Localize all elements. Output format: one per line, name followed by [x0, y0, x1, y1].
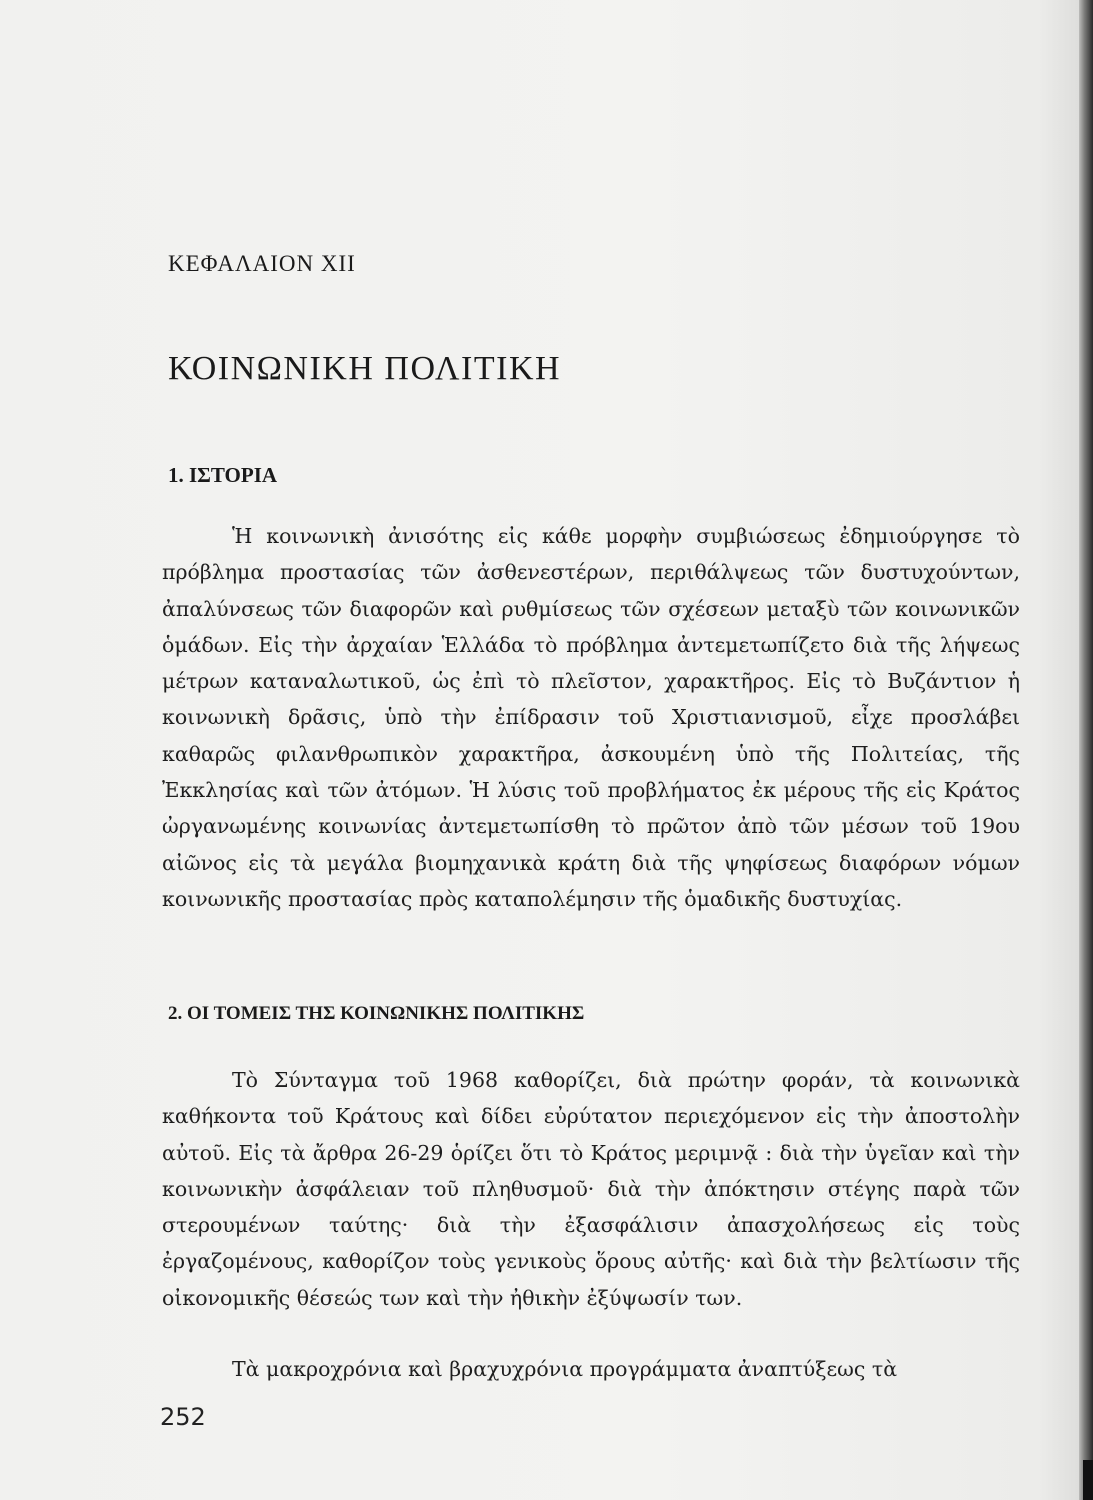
- constitution-paragraph: Τὸ Σύνταγμα τοῦ 1968 καθορίζει, διὰ πρώτην φοράν, τὰ κοινωνικὰ καθήκοντα τοῦ Κράτους καὶ δίδει εὐρύτατον περιεχόμενον εἰς τὴν ἀποστολὴν αὐτοῦ. Εἰς τὰ ἄρθρα 26-29 ὁρίζει ὅτι τὸ Κράτος μεριμνᾷ : διὰ τὴν ὑγεῖαν καὶ τὴν κοινωνικὴν ἀσφάλειαν τοῦ πληθυσμοῦ· διὰ τὴν ἀπόκτησιν στέγης παρὰ τῶν στερουμένων ταύτης· διὰ τὴν ἐξασφάλισιν ἀπασχολήσεως εἰς τοὺς ἐργαζομένους, καθορίζον τοὺς γενικοὺς ὅρους αὐτῆς· καὶ διὰ τὴν βελτίωσιν τῆς οἰκονομικῆς θέσεώς των καὶ τὴν ἠθικὴν ἐξύψωσίν των.: [162, 1068, 1020, 1310]
- section-heading-sectors: 2. ΟΙ ΤΟΜΕΙΣ ΤΗΣ ΚΟΙΝΩΝΙΚΗΣ ΠΟΛΙΤΙΚΗΣ: [168, 1003, 585, 1024]
- section-heading-history: 1. ΙΣΤΟΡΙΑ: [168, 463, 278, 487]
- page-number: 252: [160, 1403, 206, 1431]
- chapter-title: ΚΟΙΝΩΝΙΚΗ ΠΟΛΙΤΙΚΗ: [168, 350, 562, 387]
- programs-paragraph: Τὰ μακροχρόνια καὶ βραχυχρόνια προγράμματα ἀναπτύξεως τὰ: [232, 1357, 898, 1381]
- page-binding-edge: [1079, 0, 1093, 1500]
- page-corner-shadow: [1083, 1460, 1093, 1500]
- chapter-label: ΚΕΦΑΛΑΙΟΝ XII: [168, 251, 356, 276]
- history-paragraph: Ἡ κοινωνικὴ ἀνισότης εἰς κάθε μορφὴν συμβιώσεως ἐδημιούργησε τὸ πρόβλημα προστασίας τῶν ἀσθενεστέρων, περιθάλψεως τῶν δυστυχούντων, ἀπαλύνσεως τῶν διαφορῶν καὶ ρυθμίσεως τῶν σχέσεων μεταξὺ τῶν κοινωνικῶν ὁμάδων. Εἰς τὴν ἀρχαίαν Ἑλλάδα τὸ πρόβλημα ἀντεμετωπίζετο διὰ τῆς λήψεως μέτρων καταναλωτικοῦ, ὡς ἐπὶ τὸ πλεῖστον, χαρακτῆρος. Εἰς τὸ Βυζάντιον ἡ κοινωνικὴ δρᾶσις, ὑπὸ τὴν ἐπίδρασιν τοῦ Χριστιανισμοῦ, εἶχε προσλάβει καθαρῶς φιλανθρωπικὸν χαρακτῆρα, ἀσκουμένη ὑπὸ τῆς Πολιτείας, τῆς Ἐκκλησίας καὶ τῶν ἀτόμων. Ἡ λύσις τοῦ προβλήματος ἐκ μέρους τῆς εἰς Κράτος ὠργανωμένης κοινωνίας ἀντεμετωπίσθη τὸ πρῶτον ἀπὸ τῶν μέσων τοῦ 19ου αἰῶνος εἰς τὰ μεγάλα βιομηχανικὰ κράτη διὰ τῆς ψηφίσεως διαφόρων νόμων κοινωνικῆς προστασίας πρὸς καταπολέμησιν τῆς ὁμαδικῆς δυστυχίας.: [162, 524, 1020, 911]
